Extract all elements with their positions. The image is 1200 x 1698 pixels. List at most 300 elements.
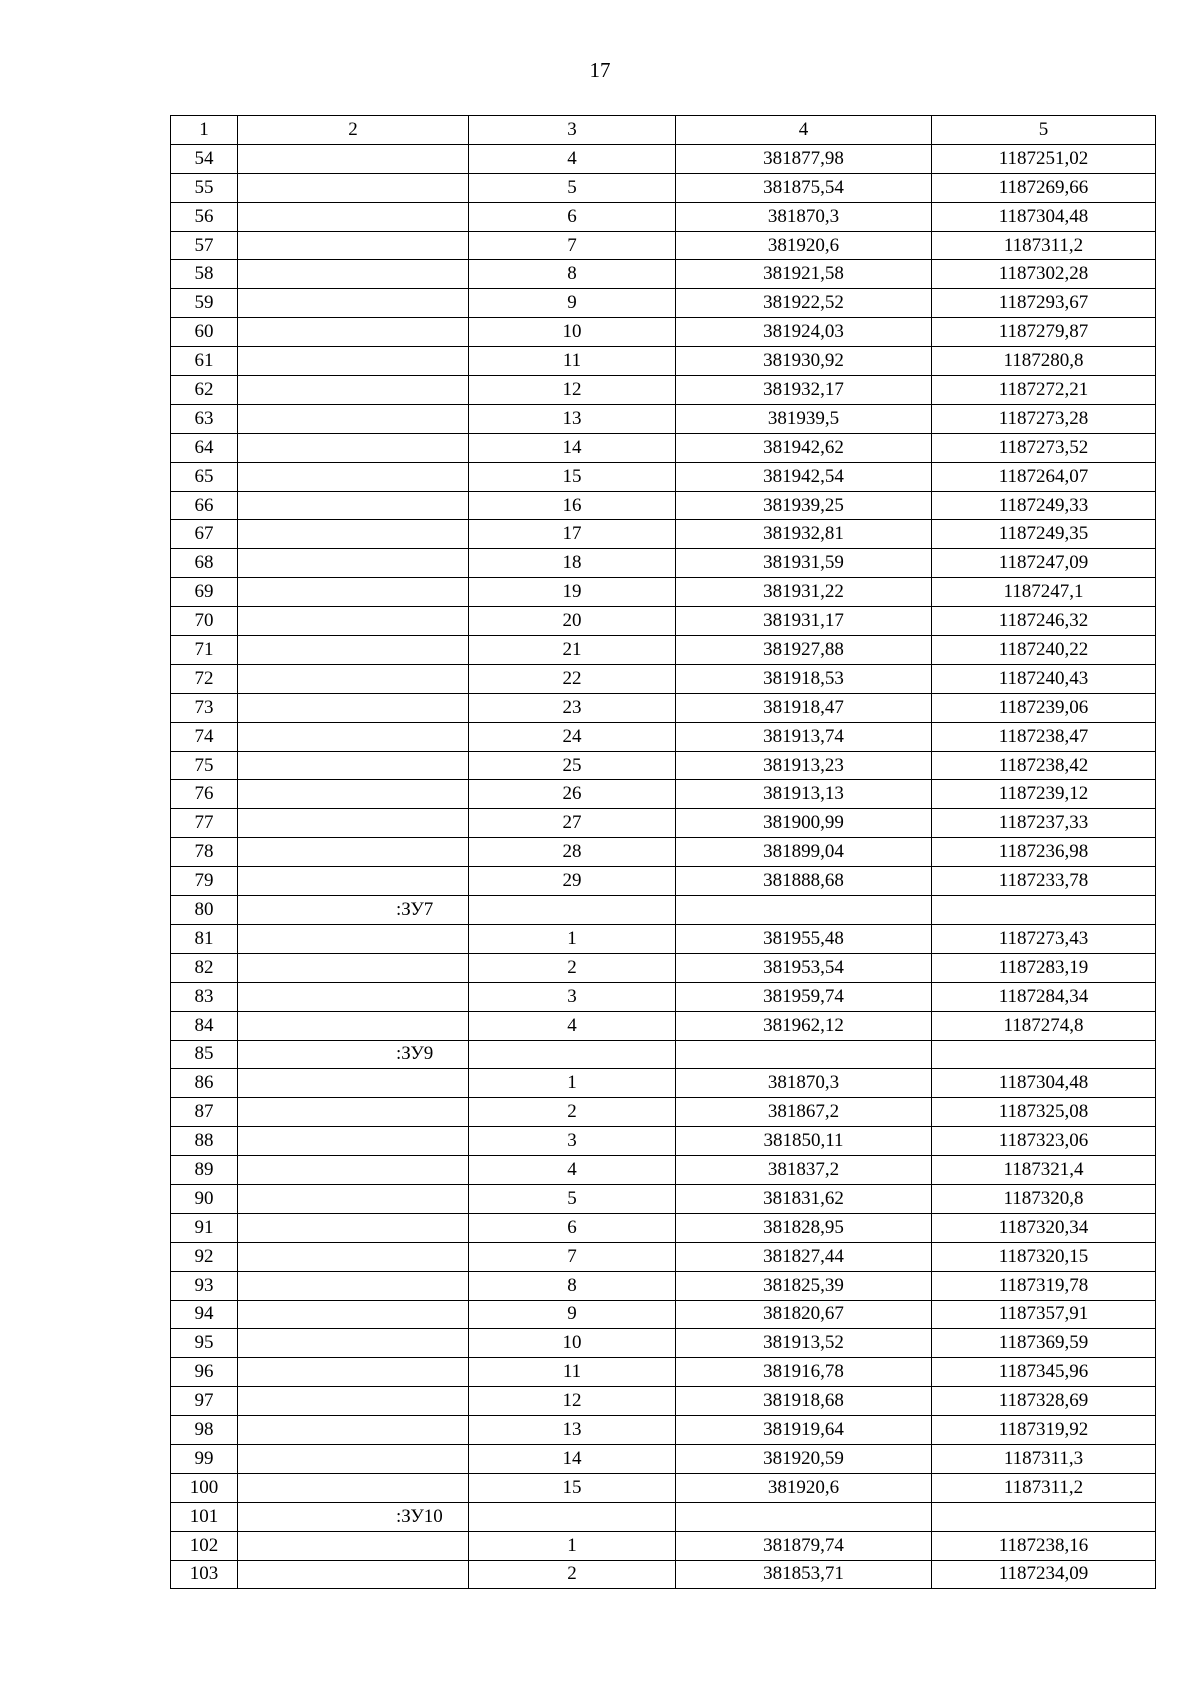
point-number-cell — [469, 896, 676, 925]
x-coordinate-cell: 381920,59 — [676, 1444, 932, 1473]
x-coordinate-cell: 381837,2 — [676, 1156, 932, 1185]
y-coordinate-cell: 1187237,33 — [932, 809, 1156, 838]
row-number-cell: 81 — [171, 924, 238, 953]
point-number-cell: 4 — [469, 1156, 676, 1185]
y-coordinate-cell: 1187319,92 — [932, 1416, 1156, 1445]
point-number-cell: 23 — [469, 693, 676, 722]
row-number-cell: 85 — [171, 1040, 238, 1069]
y-coordinate-cell: 1187238,42 — [932, 751, 1156, 780]
plot-label-cell: :ЗУ10 — [238, 1502, 469, 1531]
x-coordinate-cell: 381827,44 — [676, 1242, 932, 1271]
y-coordinate-cell: 1187345,96 — [932, 1358, 1156, 1387]
plot-label-cell — [238, 1560, 469, 1589]
plot-label-cell — [238, 1127, 469, 1156]
point-number-cell: 5 — [469, 173, 676, 202]
row-number-cell: 89 — [171, 1156, 238, 1185]
table-row — [171, 1358, 1156, 1387]
plot-label-cell — [238, 1242, 469, 1271]
x-coordinate-cell: 381913,74 — [676, 722, 932, 751]
table-row — [171, 1213, 1156, 1242]
y-coordinate-cell: 1187273,43 — [932, 924, 1156, 953]
y-coordinate-cell: 1187274,8 — [932, 1011, 1156, 1040]
y-coordinate-cell: 1187238,16 — [932, 1531, 1156, 1560]
point-number-cell — [469, 1502, 676, 1531]
plot-label-cell — [238, 924, 469, 953]
x-coordinate-cell: 381939,25 — [676, 491, 932, 520]
plot-label-cell — [238, 982, 469, 1011]
row-number-cell: 101 — [171, 1502, 238, 1531]
x-coordinate-cell: 381920,6 — [676, 231, 932, 260]
row-number-cell: 100 — [171, 1473, 238, 1502]
y-coordinate-cell: 1187320,8 — [932, 1184, 1156, 1213]
point-number-cell: 10 — [469, 1329, 676, 1358]
y-coordinate-cell: 1187247,1 — [932, 578, 1156, 607]
point-number-cell: 7 — [469, 1242, 676, 1271]
y-coordinate-cell: 1187319,78 — [932, 1271, 1156, 1300]
table-row — [171, 896, 1156, 925]
row-number-cell: 65 — [171, 462, 238, 491]
x-coordinate-cell: 381927,88 — [676, 636, 932, 665]
table-row — [171, 144, 1156, 173]
row-number-cell: 95 — [171, 1329, 238, 1358]
plot-label-cell — [238, 1444, 469, 1473]
table-row — [171, 347, 1156, 376]
table-row — [171, 1560, 1156, 1589]
coordinates-table — [170, 115, 1156, 1589]
x-coordinate-cell: 381939,5 — [676, 404, 932, 433]
y-coordinate-cell: 1187247,09 — [932, 549, 1156, 578]
y-coordinate-cell: 1187280,8 — [932, 347, 1156, 376]
page-number: 17 — [589, 58, 611, 82]
x-coordinate-cell: 381942,62 — [676, 433, 932, 462]
x-coordinate-cell: 381918,47 — [676, 693, 932, 722]
table-row — [171, 982, 1156, 1011]
table-row — [171, 1473, 1156, 1502]
header-cell-1: 1 — [171, 116, 238, 145]
point-number-cell: 15 — [469, 462, 676, 491]
header-cell-5: 5 — [932, 116, 1156, 145]
y-coordinate-cell: 1187246,32 — [932, 607, 1156, 636]
row-number-cell: 72 — [171, 664, 238, 693]
plot-label-cell — [238, 1358, 469, 1387]
header-cell-2: 2 — [238, 116, 469, 145]
row-number-cell: 61 — [171, 347, 238, 376]
table-row — [171, 1242, 1156, 1271]
row-number-cell: 80 — [171, 896, 238, 925]
point-number-cell: 7 — [469, 231, 676, 260]
x-coordinate-cell: 381825,39 — [676, 1271, 932, 1300]
row-number-cell: 88 — [171, 1127, 238, 1156]
table-row — [171, 1271, 1156, 1300]
row-number-cell: 87 — [171, 1098, 238, 1127]
plot-label-cell: :ЗУ9 — [238, 1040, 469, 1069]
point-number-cell: 11 — [469, 347, 676, 376]
x-coordinate-cell: 381931,22 — [676, 578, 932, 607]
x-coordinate-cell: 381870,3 — [676, 202, 932, 231]
table-row — [171, 462, 1156, 491]
row-number-cell: 86 — [171, 1069, 238, 1098]
table-row — [171, 1184, 1156, 1213]
row-number-cell: 59 — [171, 289, 238, 318]
plot-label-cell — [238, 1300, 469, 1329]
table-row — [171, 376, 1156, 405]
row-number-cell: 55 — [171, 173, 238, 202]
y-coordinate-cell: 1187264,07 — [932, 462, 1156, 491]
point-number-cell: 9 — [469, 1300, 676, 1329]
header-row — [171, 116, 1156, 145]
plot-label-cell — [238, 376, 469, 405]
point-number-cell: 19 — [469, 578, 676, 607]
x-coordinate-cell: 381888,68 — [676, 867, 932, 896]
y-coordinate-cell: 1187239,12 — [932, 780, 1156, 809]
y-coordinate-cell: 1187284,34 — [932, 982, 1156, 1011]
table-row — [171, 838, 1156, 867]
table-row — [171, 578, 1156, 607]
table-row — [171, 607, 1156, 636]
plot-label-cell — [238, 1156, 469, 1185]
x-coordinate-cell — [676, 1502, 932, 1531]
point-number-cell: 25 — [469, 751, 676, 780]
plot-label-cell — [238, 1531, 469, 1560]
plot-label-cell — [238, 289, 469, 318]
point-number-cell: 3 — [469, 982, 676, 1011]
point-number-cell: 27 — [469, 809, 676, 838]
plot-label-cell — [238, 838, 469, 867]
plot-label-cell — [238, 433, 469, 462]
point-number-cell: 4 — [469, 144, 676, 173]
plot-label-cell — [238, 520, 469, 549]
x-coordinate-cell: 381853,71 — [676, 1560, 932, 1589]
row-number-cell: 60 — [171, 318, 238, 347]
point-number-cell: 4 — [469, 1011, 676, 1040]
row-number-cell: 97 — [171, 1387, 238, 1416]
x-coordinate-cell: 381955,48 — [676, 924, 932, 953]
plot-label-cell — [238, 1098, 469, 1127]
row-number-cell: 93 — [171, 1271, 238, 1300]
point-number-cell: 14 — [469, 433, 676, 462]
x-coordinate-cell: 381913,13 — [676, 780, 932, 809]
row-number-cell: 78 — [171, 838, 238, 867]
plot-label-cell — [238, 144, 469, 173]
table-row — [171, 520, 1156, 549]
y-coordinate-cell: 1187304,48 — [932, 202, 1156, 231]
y-coordinate-cell: 1187283,19 — [932, 953, 1156, 982]
table-row — [171, 722, 1156, 751]
point-number-cell: 17 — [469, 520, 676, 549]
row-number-cell: 57 — [171, 231, 238, 260]
x-coordinate-cell: 381921,58 — [676, 260, 932, 289]
x-coordinate-cell: 381922,52 — [676, 289, 932, 318]
y-coordinate-cell: 1187302,28 — [932, 260, 1156, 289]
point-number-cell: 2 — [469, 953, 676, 982]
plot-label-cell — [238, 1184, 469, 1213]
point-number-cell: 12 — [469, 376, 676, 405]
plot-label-cell — [238, 231, 469, 260]
table-row — [171, 289, 1156, 318]
y-coordinate-cell: 1187293,67 — [932, 289, 1156, 318]
point-number-cell: 3 — [469, 1127, 676, 1156]
point-number-cell: 6 — [469, 1213, 676, 1242]
point-number-cell: 12 — [469, 1387, 676, 1416]
table-row — [171, 1040, 1156, 1069]
row-number-cell: 73 — [171, 693, 238, 722]
x-coordinate-cell: 381831,62 — [676, 1184, 932, 1213]
table-row — [171, 1329, 1156, 1358]
x-coordinate-cell: 381899,04 — [676, 838, 932, 867]
plot-label-cell — [238, 722, 469, 751]
plot-label-cell — [238, 260, 469, 289]
row-number-cell: 70 — [171, 607, 238, 636]
point-number-cell: 9 — [469, 289, 676, 318]
table-row — [171, 1416, 1156, 1445]
y-coordinate-cell: 1187239,06 — [932, 693, 1156, 722]
x-coordinate-cell: 381828,95 — [676, 1213, 932, 1242]
plot-label-cell — [238, 462, 469, 491]
table-row — [171, 260, 1156, 289]
x-coordinate-cell: 381913,52 — [676, 1329, 932, 1358]
point-number-cell: 24 — [469, 722, 676, 751]
table-body — [171, 116, 1156, 1589]
table-row — [171, 1127, 1156, 1156]
x-coordinate-cell: 381879,74 — [676, 1531, 932, 1560]
y-coordinate-cell: 1187328,69 — [932, 1387, 1156, 1416]
table-row — [171, 751, 1156, 780]
plot-label-cell — [238, 780, 469, 809]
table-row — [171, 693, 1156, 722]
x-coordinate-cell: 381916,78 — [676, 1358, 932, 1387]
point-number-cell: 6 — [469, 202, 676, 231]
y-coordinate-cell: 1187238,47 — [932, 722, 1156, 751]
point-number-cell: 26 — [469, 780, 676, 809]
row-number-cell: 63 — [171, 404, 238, 433]
point-number-cell: 10 — [469, 318, 676, 347]
y-coordinate-cell — [932, 1040, 1156, 1069]
y-coordinate-cell: 1187233,78 — [932, 867, 1156, 896]
y-coordinate-cell: 1187321,4 — [932, 1156, 1156, 1185]
table-row — [171, 231, 1156, 260]
row-number-cell: 56 — [171, 202, 238, 231]
table-row — [171, 404, 1156, 433]
table-row — [171, 780, 1156, 809]
point-number-cell: 1 — [469, 924, 676, 953]
x-coordinate-cell: 381953,54 — [676, 953, 932, 982]
table-row — [171, 664, 1156, 693]
row-number-cell: 76 — [171, 780, 238, 809]
y-coordinate-cell: 1187304,48 — [932, 1069, 1156, 1098]
y-coordinate-cell: 1187369,59 — [932, 1329, 1156, 1358]
point-number-cell: 2 — [469, 1098, 676, 1127]
row-number-cell: 82 — [171, 953, 238, 982]
y-coordinate-cell: 1187240,22 — [932, 636, 1156, 665]
row-number-cell: 79 — [171, 867, 238, 896]
table-row — [171, 1098, 1156, 1127]
plot-label-cell — [238, 578, 469, 607]
point-number-cell: 11 — [469, 1358, 676, 1387]
row-number-cell: 92 — [171, 1242, 238, 1271]
x-coordinate-cell: 381850,11 — [676, 1127, 932, 1156]
header-cell-3: 3 — [469, 116, 676, 145]
plot-label-cell — [238, 404, 469, 433]
plot-label-cell — [238, 1271, 469, 1300]
x-coordinate-cell: 381932,17 — [676, 376, 932, 405]
table-row — [171, 433, 1156, 462]
x-coordinate-cell: 381900,99 — [676, 809, 932, 838]
table-row — [171, 1531, 1156, 1560]
table-row — [171, 173, 1156, 202]
plot-label-cell — [238, 751, 469, 780]
row-number-cell: 99 — [171, 1444, 238, 1473]
row-number-cell: 102 — [171, 1531, 238, 1560]
plot-label-cell — [238, 636, 469, 665]
row-number-cell: 90 — [171, 1184, 238, 1213]
point-number-cell: 13 — [469, 1416, 676, 1445]
plot-label-cell — [238, 693, 469, 722]
x-coordinate-cell: 381942,54 — [676, 462, 932, 491]
plot-label-cell — [238, 1416, 469, 1445]
plot-label-cell — [238, 607, 469, 636]
y-coordinate-cell: 1187234,09 — [932, 1560, 1156, 1589]
point-number-cell: 29 — [469, 867, 676, 896]
row-number-cell: 84 — [171, 1011, 238, 1040]
y-coordinate-cell: 1187240,43 — [932, 664, 1156, 693]
row-number-cell: 77 — [171, 809, 238, 838]
table-row — [171, 1444, 1156, 1473]
x-coordinate-cell: 381920,6 — [676, 1473, 932, 1502]
x-coordinate-cell: 381913,23 — [676, 751, 932, 780]
point-number-cell — [469, 1040, 676, 1069]
plot-label-cell — [238, 318, 469, 347]
table-row — [171, 953, 1156, 982]
point-number-cell: 20 — [469, 607, 676, 636]
y-coordinate-cell: 1187273,28 — [932, 404, 1156, 433]
row-number-cell: 74 — [171, 722, 238, 751]
plot-label-cell — [238, 202, 469, 231]
x-coordinate-cell: 381820,67 — [676, 1300, 932, 1329]
table-row — [171, 809, 1156, 838]
y-coordinate-cell: 1187325,08 — [932, 1098, 1156, 1127]
table-row — [171, 1502, 1156, 1531]
x-coordinate-cell: 381919,64 — [676, 1416, 932, 1445]
y-coordinate-cell: 1187273,52 — [932, 433, 1156, 462]
row-number-cell: 103 — [171, 1560, 238, 1589]
y-coordinate-cell: 1187272,21 — [932, 376, 1156, 405]
row-number-cell: 69 — [171, 578, 238, 607]
plot-label-cell — [238, 549, 469, 578]
x-coordinate-cell: 381930,92 — [676, 347, 932, 376]
row-number-cell: 66 — [171, 491, 238, 520]
y-coordinate-cell: 1187311,2 — [932, 1473, 1156, 1502]
table-row — [171, 491, 1156, 520]
plot-label-cell — [238, 1069, 469, 1098]
y-coordinate-cell — [932, 1502, 1156, 1531]
y-coordinate-cell: 1187251,02 — [932, 144, 1156, 173]
row-number-cell: 68 — [171, 549, 238, 578]
plot-label-cell — [238, 664, 469, 693]
x-coordinate-cell: 381870,3 — [676, 1069, 932, 1098]
point-number-cell: 28 — [469, 838, 676, 867]
table-row — [171, 1387, 1156, 1416]
x-coordinate-cell — [676, 1040, 932, 1069]
table-row — [171, 1156, 1156, 1185]
row-number-cell: 98 — [171, 1416, 238, 1445]
point-number-cell: 18 — [469, 549, 676, 578]
y-coordinate-cell: 1187320,34 — [932, 1213, 1156, 1242]
point-number-cell: 14 — [469, 1444, 676, 1473]
table-row — [171, 1300, 1156, 1329]
point-number-cell: 16 — [469, 491, 676, 520]
x-coordinate-cell: 381918,68 — [676, 1387, 932, 1416]
row-number-cell: 64 — [171, 433, 238, 462]
x-coordinate-cell: 381962,12 — [676, 1011, 932, 1040]
point-number-cell: 13 — [469, 404, 676, 433]
table-row — [171, 924, 1156, 953]
table-row — [171, 1011, 1156, 1040]
table-row — [171, 867, 1156, 896]
point-number-cell: 2 — [469, 1560, 676, 1589]
header-cell-4: 4 — [676, 116, 932, 145]
table-row — [171, 636, 1156, 665]
plot-label-cell — [238, 867, 469, 896]
point-number-cell: 1 — [469, 1069, 676, 1098]
point-number-cell: 5 — [469, 1184, 676, 1213]
point-number-cell: 1 — [469, 1531, 676, 1560]
row-number-cell: 83 — [171, 982, 238, 1011]
y-coordinate-cell: 1187269,66 — [932, 173, 1156, 202]
y-coordinate-cell: 1187357,91 — [932, 1300, 1156, 1329]
y-coordinate-cell: 1187249,35 — [932, 520, 1156, 549]
x-coordinate-cell: 381924,03 — [676, 318, 932, 347]
x-coordinate-cell: 381875,54 — [676, 173, 932, 202]
y-coordinate-cell: 1187323,06 — [932, 1127, 1156, 1156]
y-coordinate-cell: 1187311,3 — [932, 1444, 1156, 1473]
row-number-cell: 54 — [171, 144, 238, 173]
table-row — [171, 1069, 1156, 1098]
y-coordinate-cell: 1187236,98 — [932, 838, 1156, 867]
x-coordinate-cell: 381931,17 — [676, 607, 932, 636]
table-row — [171, 318, 1156, 347]
point-number-cell: 8 — [469, 1271, 676, 1300]
x-coordinate-cell — [676, 896, 932, 925]
x-coordinate-cell: 381877,98 — [676, 144, 932, 173]
plot-label-cell — [238, 173, 469, 202]
x-coordinate-cell: 381918,53 — [676, 664, 932, 693]
point-number-cell: 8 — [469, 260, 676, 289]
plot-label-cell — [238, 347, 469, 376]
plot-label-cell — [238, 491, 469, 520]
row-number-cell: 96 — [171, 1358, 238, 1387]
y-coordinate-cell — [932, 896, 1156, 925]
point-number-cell: 15 — [469, 1473, 676, 1502]
row-number-cell: 58 — [171, 260, 238, 289]
row-number-cell: 67 — [171, 520, 238, 549]
point-number-cell: 21 — [469, 636, 676, 665]
plot-label-cell — [238, 1213, 469, 1242]
y-coordinate-cell: 1187249,33 — [932, 491, 1156, 520]
row-number-cell: 62 — [171, 376, 238, 405]
y-coordinate-cell: 1187311,2 — [932, 231, 1156, 260]
plot-label-cell — [238, 1329, 469, 1358]
plot-label-cell — [238, 1011, 469, 1040]
row-number-cell: 91 — [171, 1213, 238, 1242]
point-number-cell: 22 — [469, 664, 676, 693]
table-row — [171, 202, 1156, 231]
plot-label-cell: :ЗУ7 — [238, 896, 469, 925]
row-number-cell: 75 — [171, 751, 238, 780]
x-coordinate-cell: 381932,81 — [676, 520, 932, 549]
x-coordinate-cell: 381931,59 — [676, 549, 932, 578]
y-coordinate-cell: 1187279,87 — [932, 318, 1156, 347]
x-coordinate-cell: 381959,74 — [676, 982, 932, 1011]
